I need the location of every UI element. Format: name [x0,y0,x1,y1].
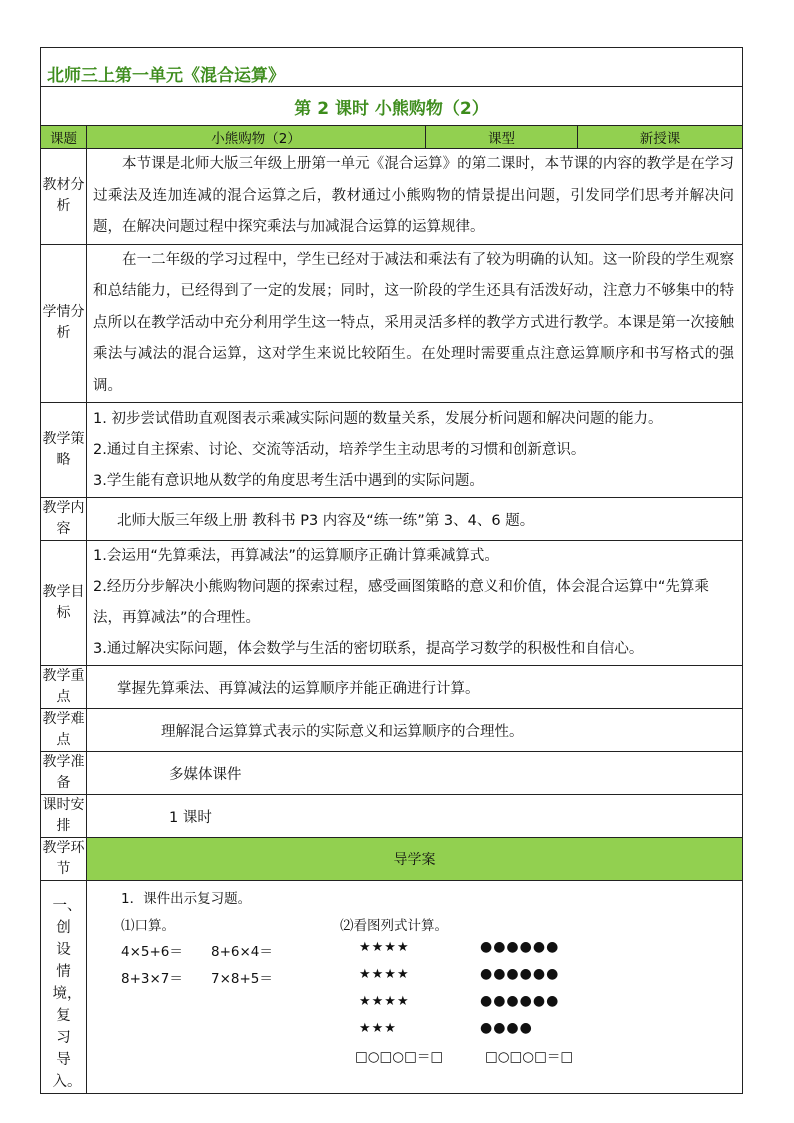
document-title: 北师三上第一单元《混合运算》 [41,48,743,87]
key-label: 教学重点 [41,666,87,709]
section1-row [41,881,743,1094]
topic-value: 小熊购物（2） [87,126,426,149]
prep-row [41,752,743,795]
answer-blank: □○□○□＝□ [355,1049,444,1065]
key-text: 掌握先算乘法、再算减法的运算顺序并能正确进行计算。 [87,666,743,709]
stage-header: 导学案 [87,838,743,881]
key-row [41,666,743,709]
difficulty-text: 理解混合运算算式表示的实际意义和运算顺序的合理性。 [87,709,743,752]
strategy-item: 2.通过自主探索、讨论、交流等活动，培养学生主动思考的习惯和创新意识。 [93,441,586,458]
dot-row: ●●●● [480,1020,533,1036]
material-text: 本节课是北师大版三年级上册第一单元《混合运算》的第二课时，本节课的内容的教学是在学习过乘法及连加连减的混合运算之后，教材通过小熊购物的情景提出问题，引发同学们思考并解决问题，在解决问题过程中探究乘法与加减混合运算的运算规律。 [87,149,743,245]
oral-problem: 4×5+6＝ [121,944,183,960]
learning-row [41,244,743,403]
goal-item: 2.经历分步解决小熊购物问题的探索过程，感受画图策略的意义和价值，体会混合运算中“先算乘法，再算减法”的合理性。 [93,579,709,626]
goals-row [41,541,743,666]
strategy-row [41,403,743,498]
topic-label: 课题 [41,126,87,149]
answer-blank: □○□○□＝□ [485,1049,574,1065]
goal-item: 1.会运用“先算乘法，再算减法”的运算顺序正确计算乘减算式。 [93,548,499,564]
strategy-list [87,403,743,498]
dot-row: ●●●●●● [480,993,560,1009]
goal-item: 3.通过解决实际问题，体会数学与生活的密切联系，提高学习数学的积极性和自信心。 [93,641,644,657]
section1-label [41,881,87,1094]
lesson-plan [40,47,742,1094]
lesson-subtitle: 第 2 课时 小熊购物（2） [41,87,743,126]
stage-label: 教学环节 [41,838,87,881]
strategy-item: 1. 初步尝试借助直观图表示乘减实际问题的数量关系，发展分析问题和解决问题的能力。 [93,410,663,427]
exercise-intro: 1．课件出示复习题。 [121,891,252,907]
goals-list [87,541,743,666]
difficulty-row [41,709,743,752]
difficulty-label: 教学难点 [41,709,87,752]
star-row: ★★★★ [359,940,410,955]
lesson-plan-table [40,47,743,1094]
material-label: 教材分析 [41,149,87,245]
type-label: 课型 [426,126,578,149]
schedule-text: 1 课时 [87,795,743,838]
dot-row: ●●●●●● [480,939,560,955]
learning-text: 在一二年级的学习过程中，学生已经对于减法和乘法有了较为明确的认知。这一阶段的学生观察和总结能力，已经得到了一定的发展；同时，这一阶段的学生还具有活泼好动，注意力不够集中的特点所以在教学活动中充分利用学生这一特点，采用灵活多样的教学方式进行教学。本课是第一次接触乘法与减法的混合运算，这对学生来说比较陌生。在处理时需要重点注意运算顺序和书写格式的强调。 [87,244,743,403]
learning-label: 学情分析 [41,244,87,403]
star-row: ★★★★ [359,967,410,982]
oral-problem: 8+3×7＝ [121,971,183,987]
strategy-item: 3.学生能有意识地从数学的角度思考生活中遇到的实际问题。 [93,472,484,489]
star-row: ★★★★ [359,994,410,1009]
section1-content [87,881,743,1094]
strategy-label: 教学策略 [41,403,87,498]
schedule-row [41,795,743,838]
info-row [41,126,743,149]
prep-label: 教学准备 [41,752,87,795]
oral-problem: 7×8+5＝ [211,971,273,987]
stage-row [41,838,743,881]
star-row: ★★★ [359,1021,397,1036]
prep-text: 多媒体课件 [87,752,743,795]
content-label: 教学内容 [41,498,87,541]
schedule-label: 课时安排 [41,795,87,838]
section1-label-text: 一、创设情境，复习导入。 [52,898,82,1090]
type-value: 新授课 [578,126,743,149]
content-row [41,498,743,541]
goals-label: 教学目标 [41,541,87,666]
oral-problem: 8+6×4＝ [211,944,273,960]
oral-title: ⑴口算。 [121,918,175,934]
material-row [41,149,743,245]
picture-title: ⑵看图列式计算。 [340,918,448,934]
dot-row: ●●●●●● [480,966,560,982]
content-text: 北师大版三年级上册 教科书 P3 内容及“练一练”第 3、4、6 题。 [87,498,743,541]
